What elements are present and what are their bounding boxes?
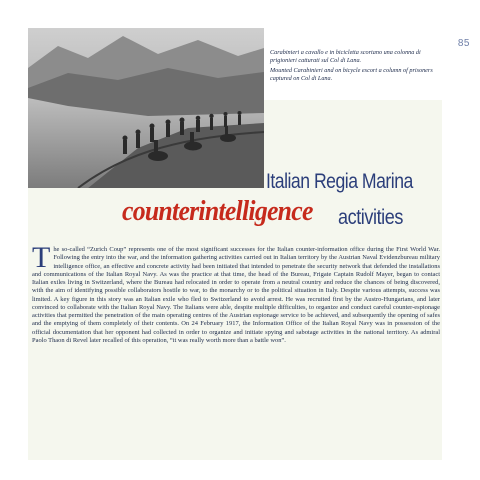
caption-english: Mounted Carabinieri and on bicycle escort a column of prisoners captured on Col di Lana. bbox=[270, 67, 433, 82]
article-paragraph: he so-called “Zurich Coup” represents one of the most significant successes for the Italian counter-information office during the First World War. Following the entry into the war, and the information gathering activities carried out in Italian territory by the Austrian Naval Evidenzbureau military intelligence office, an effective and concrete activity had been initiated that intended to penetrate the security network that defended the installations and communications of the Italian Royal Navy. As was the practice at that time, the head of the Bureau, Frigate Captain Rudolf Mayer, began to contact Italian exiles living in Switzerland, where the Bureau had relocated in order to operate from a neutral country and reduce the chances of being discovered, with the aim of identifying possible collaborators hostile to war, to the monarchy or to the political situation in Italy. Despite various attempts, success was limited. A key figure in this story was an Italian exile who fled to Switzerland to avoid arrest. He was recruited first by the Austro-Hungarians, and later convinced to collaborate with the Italian Royal Navy. The Italians were able, despite multiple difficulties, to organize and conduct careful counter-espionage activities that permitted the penetration of the main operating centres of the Austrian espionage service to be achieved, and subsequently the opening of safes and the emptying of them completely of their contents. On 24 February 1917, the Information Office of the Italian Royal Navy was in possession of the official documentation that her opponent had collected in order to organize and initiate spying and sabotage activities in the national territory. As admiral Paolo Thaon di Revel later recalled of this operation, “it was really worth more than a battle won”. bbox=[32, 246, 440, 344]
photo-image bbox=[28, 28, 264, 188]
historical-photo bbox=[28, 28, 264, 188]
title-highlight: counterintelligence bbox=[122, 196, 313, 227]
page-number: 85 bbox=[457, 38, 470, 49]
article-body bbox=[32, 241, 440, 345]
title-line-1: Italian Regia Marina bbox=[266, 170, 413, 193]
caption-italian: Carabinieri a cavallo e in bicicletta scortano una colonna di prigionieri catturati sul Col di Lana. bbox=[270, 49, 421, 64]
drop-cap: T bbox=[32, 241, 51, 274]
title-line-2-rest: activities bbox=[338, 206, 403, 229]
photo-caption bbox=[270, 48, 440, 82]
